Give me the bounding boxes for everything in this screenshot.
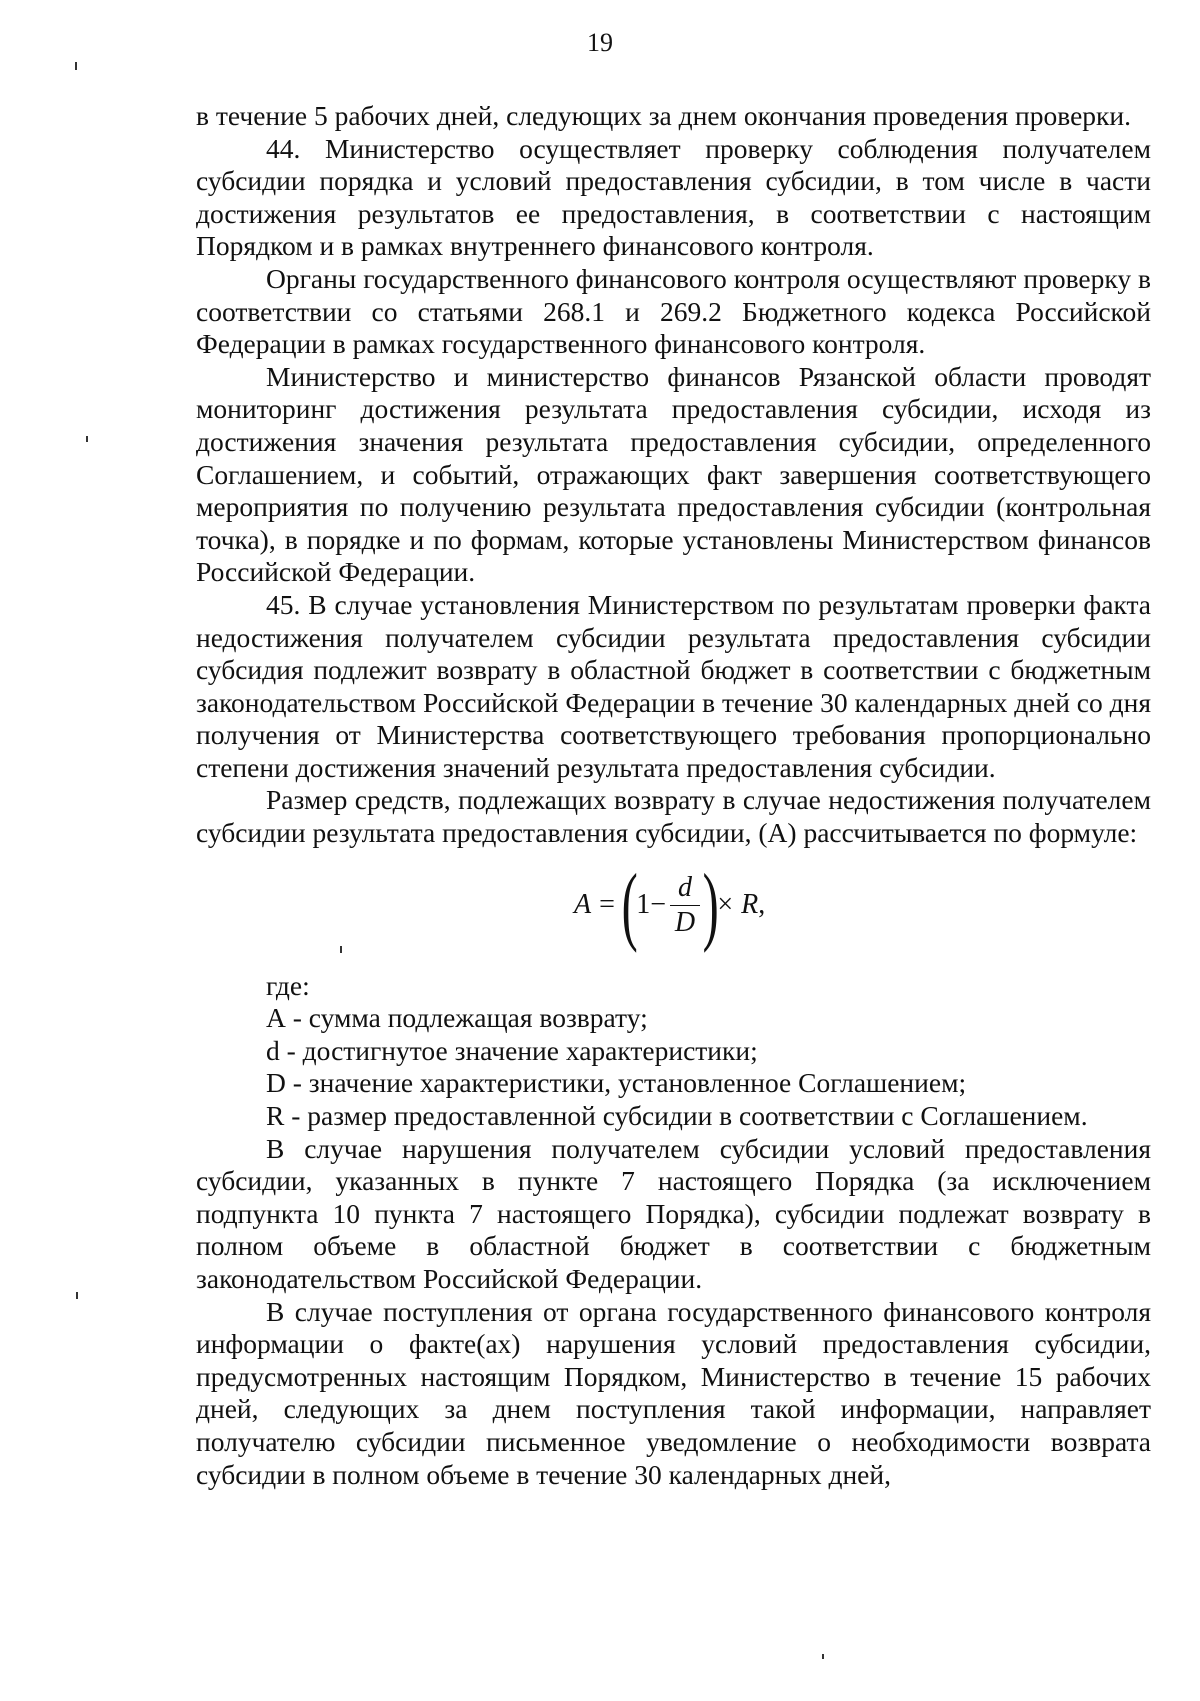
definition-item: R - размер предоставленной субсидии в соответствии с Соглашением. <box>266 1100 1088 1132</box>
fraction-denominator: D <box>674 907 696 939</box>
definition-item: А - сумма подлежащая возврату; <box>266 1002 648 1034</box>
paragraph: 44. Министерство осуществляет проверку соблюдения получателем субсидии порядка и условий предоставления субсидии, в том числе в части достижения результатов ее предоставления, в соответствии с настоящим Порядком и в рамках внутреннего финансового контроля. <box>196 132 1151 262</box>
paragraph: В случае поступления от органа государственного финансового контроля информации о факте(ах) нарушения условий предоставления субсидии, предусмотренных настоящим Порядком, Министерство в течение 15 рабочих дней, следующих за днем поступления такой информации, направляет получателю субсидии письменное уведомление о необходимости возврата субсидии в полном объеме в течение 30 календарных дней, <box>196 1295 1151 1490</box>
return-formula <box>574 856 766 954</box>
formula-rhs: R <box>741 889 759 921</box>
left-paren-glyph: ( <box>621 856 638 954</box>
definitions-list <box>196 970 1151 1133</box>
paragraph: Органы государственного финансового контроля осуществляют проверку в соответствии со статьями 268.1 и 269.2 Бюджетного кодекса Российской Федерации в рамках государственного финансового контроля. <box>196 262 1151 360</box>
formula-comma: , <box>758 889 766 921</box>
paragraph: В случае нарушения получателем субсидии условий предоставления субсидии, указанных в пункте 7 настоящего Порядка (за исключением подпункта 10 пункта 7 настоящего Порядка), субсидии подлежат возврату в полном объеме в областной бюджет в соответствии с бюджетным законодательством Российской Федерации. <box>196 1132 1151 1294</box>
scan-speck <box>76 1292 78 1299</box>
formula-lhs: A <box>574 889 592 921</box>
paragraphs-before <box>196 100 1151 850</box>
fraction-numerator: d <box>678 872 693 904</box>
paragraph: 45. В случае установления Министерством по результатам проверки факта недостижения получателем субсидии результата предоставления субсидии субсидия подлежит возврату в областной бюджет в соответствии с бюджетным законодательством Российской Федерации в течение 30 календарных дней со дня получения от Министерства соответствующего требования пропорционально степени достижения значений результата предоставления субсидии. <box>196 588 1151 783</box>
paragraph: в течение 5 рабочих дней, следующих за днем окончания проведения проверки. <box>196 100 1131 131</box>
scan-speck <box>75 62 77 70</box>
document-body <box>196 100 1151 1491</box>
formula-minus: − <box>650 889 667 921</box>
definition-item: d - достигнутое значение характеристики; <box>266 1034 758 1066</box>
formula-one: 1 <box>636 889 651 921</box>
definitions-intro: где: <box>266 969 310 1001</box>
fraction <box>670 873 700 938</box>
right-paren-glyph: ) <box>702 856 719 954</box>
paragraphs-after <box>196 1133 1151 1492</box>
scan-speck <box>340 946 342 953</box>
paragraph: Размер средств, подлежащих возврату в случае недостижения получателем субсидии результата предоставления субсидии, (А) рассчитывается по формуле: <box>196 784 1151 849</box>
page-number: 19 <box>587 28 613 57</box>
scan-speck <box>822 1654 824 1659</box>
formula-equals: = <box>599 889 615 921</box>
paragraph: Министерство и министерство финансов Рязанской области проводят мониторинг достижения результата предоставления субсидии, исходя из достижения значения результата предоставления субсидии, определенного Соглашением, и событий, отражающих факт завершения соответствующего мероприятия по получению результата предоставления субсидии (контрольная точка), в порядке и по формам, которые установлены Министерством финансов Российской Федерации. <box>196 360 1151 588</box>
formula-times: × <box>717 889 734 921</box>
scan-speck <box>86 436 88 442</box>
definition-item: D - значение характеристики, установленное Соглашением; <box>266 1067 967 1099</box>
fraction-bar <box>670 905 700 906</box>
